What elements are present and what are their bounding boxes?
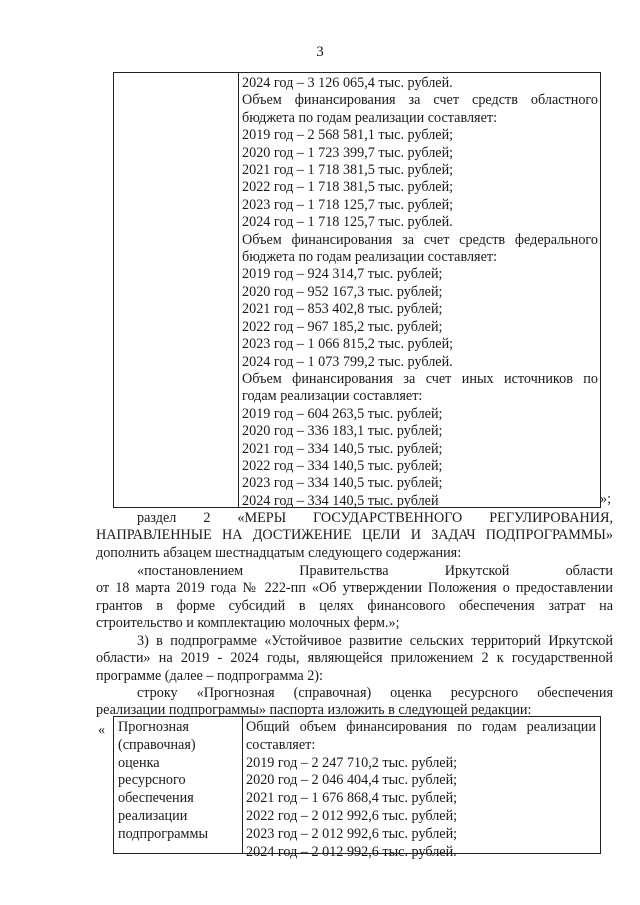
table-line: 2024 год – 3 126 065,4 тыс. рублей.	[242, 75, 453, 91]
table-line: Объем финансирования за счет иных источников по	[242, 370, 598, 387]
table-line: 2023 год – 1 066 815,2 тыс. рублей;	[242, 336, 454, 353]
value-line: 2021 год – 1 676 868,4 тыс. рублей;	[246, 790, 458, 807]
subprogram-paragraph	[96, 633, 613, 685]
financing-table-continued	[113, 72, 601, 508]
paragraph-line: дополнить абзацем шестнадцатым следующего содержания:	[96, 544, 462, 561]
table-line: 2021 год – 853 402,8 тыс. рублей;	[242, 301, 443, 318]
table-line: 2020 год – 1 723 399,7 тыс. рублей;	[242, 144, 454, 161]
table-line: 2024 год – 1 718 125,7 тыс. рублей.	[242, 214, 453, 231]
table-line: 2019 год – 604 263,5 тыс. рублей;	[242, 405, 443, 422]
table-line: 2023 год – 334 140,5 тыс. рублей;	[242, 475, 443, 492]
paragraph-line: области» на 2019 - 2024 годы, являющейся приложением 2 к государственной	[96, 650, 613, 667]
opening-quote-mark: «	[98, 722, 106, 738]
table-column-divider	[242, 717, 243, 853]
paragraph-line: от 18 марта 2019 года № 222-пп «Об утверждении Положения о предоставлении	[96, 580, 613, 597]
label-line: (справочная)	[118, 736, 196, 753]
table-line: 2019 год – 2 568 581,1 тыс. рублей;	[242, 127, 454, 144]
table-column-divider	[238, 73, 239, 507]
row-replacement-paragraph	[96, 685, 613, 720]
value-line: 2023 год – 2 012 992,6 тыс. рублей;	[246, 825, 458, 842]
value-line: составляет:	[246, 736, 316, 753]
paragraph-line: НАПРАВЛЕННЫЕ НА ДОСТИЖЕНИЕ ЦЕЛИ И ЗАДАЧ ПОДПРОГРАММЫ»	[96, 527, 613, 544]
paragraph-line: раздел 2 «МЕРЫ ГОСУДАРСТВЕННОГО РЕГУЛИРОВАНИЯ,	[137, 510, 613, 526]
table-line: 2024 год – 1 073 799,2 тыс. рублей.	[242, 353, 453, 370]
resolution-paragraph	[96, 563, 613, 632]
table-line: годам реализации составляет:	[242, 388, 423, 405]
table-line: 2022 год – 967 185,2 тыс. рублей;	[242, 318, 443, 335]
paragraph-line: реализации подпрограммы» паспорта изложить в следующей редакции:	[96, 702, 532, 719]
table-line: Объем финансирования за счет средств областного	[242, 92, 598, 109]
passport-row-table	[113, 716, 601, 860]
row-value-cell	[246, 719, 596, 861]
table-line: 2019 год – 924 314,7 тыс. рублей;	[242, 266, 443, 283]
label-line: Прогнозная	[118, 719, 189, 735]
financing-text-cell	[242, 75, 598, 510]
table-line: Объем финансирования за счет средств федерального	[242, 231, 598, 248]
table-line: 2024 год – 334 140,5 тыс. рублей	[242, 492, 439, 509]
paragraph-line: программе (далее – подпрограмма 2):	[96, 667, 323, 684]
table-line: 2022 год – 1 718 381,5 тыс. рублей;	[242, 179, 454, 196]
table-line: 2022 год – 334 140,5 тыс. рублей;	[242, 457, 443, 474]
paragraph-line: строительство и комплектацию молочных ферм.»;	[96, 614, 400, 631]
table-line: бюджета по годам реализации составляет:	[242, 249, 498, 266]
table-line: бюджета по годам реализации составляет:	[242, 109, 498, 126]
page-number: 3	[316, 44, 324, 60]
closing-quote-mark: »;	[600, 491, 612, 507]
value-line: 2019 год – 2 247 710,2 тыс. рублей;	[246, 754, 458, 771]
label-line: ресурсного	[118, 772, 186, 789]
label-line: реализации	[118, 807, 188, 824]
section-2-paragraph	[96, 510, 613, 562]
paragraph-line: грантов в форме субсидий в целях финансового обеспечения затрат на	[96, 597, 613, 614]
value-line: Общий объем финансирования по годам реализации	[246, 719, 596, 735]
label-line: оценка	[118, 754, 160, 771]
paragraph-line: «постановлением Правительства Иркутской области	[137, 563, 613, 579]
label-line: обеспечения	[118, 790, 194, 807]
row-label-cell	[118, 719, 238, 844]
table-line: 2021 год – 1 718 381,5 тыс. рублей;	[242, 162, 454, 179]
table-line: 2021 год – 334 140,5 тыс. рублей;	[242, 440, 443, 457]
value-line: 2020 год – 2 046 404,4 тыс. рублей;	[246, 772, 458, 789]
paragraph-line: строку «Прогнозная (справочная) оценка ресурсного обеспечения	[137, 685, 613, 701]
table-line: 2023 год – 1 718 125,7 тыс. рублей;	[242, 196, 454, 213]
table-line: 2020 год – 336 183,1 тыс. рублей;	[242, 423, 443, 440]
table-line: 2020 год – 952 167,3 тыс. рублей;	[242, 283, 443, 300]
value-line: 2024 год – 2 012 992,6 тыс. рублей.	[246, 843, 457, 860]
paragraph-line: 3) в подпрограмме «Устойчивое развитие сельских территорий Иркутской	[137, 633, 613, 649]
value-line: 2022 год – 2 012 992,6 тыс. рублей;	[246, 807, 458, 824]
label-line: подпрограммы	[118, 825, 208, 842]
